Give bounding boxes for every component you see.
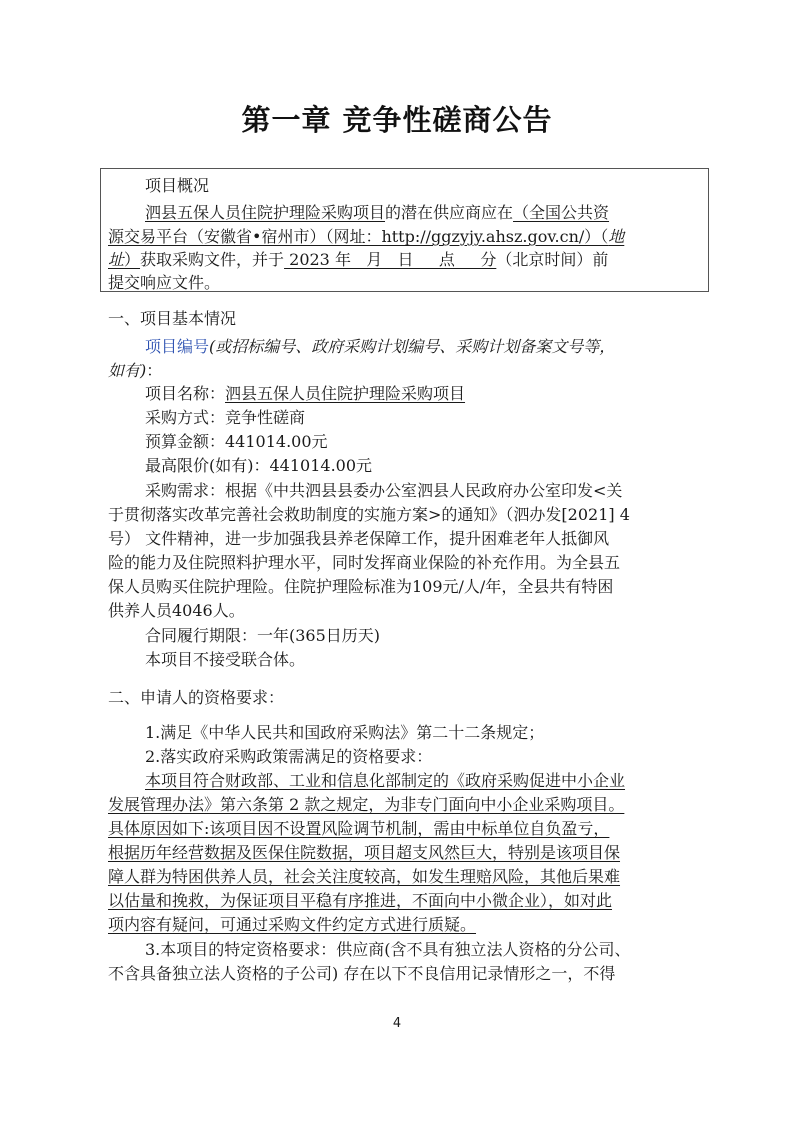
sme-policy-line-1: 本项目符合财政部、工业和信息化部制定的《政府采购促进中小企业	[145, 771, 626, 790]
page-number: 4	[392, 1016, 402, 1031]
overview-text: 的潜在供应商应在	[385, 203, 514, 222]
sme-policy-line-2: 发展管理办法》第六条第 2 款之规定，为非专门面向中小企业采购项目。	[108, 795, 625, 814]
project-name-line	[145, 384, 465, 404]
project-code-colon: ：	[146, 361, 163, 380]
chapter-title: 第一章 竞争性磋商公告	[241, 103, 553, 137]
sme-policy-line-5: 障人群为特困供养人员，社会关注度较高，如发生理赔风险，其他后果难	[108, 867, 621, 886]
qualification-item-3-cont: 不含具备独立法人资格的子公司) 存在以下不良信用记录情形之一，不得	[108, 964, 616, 983]
overview-line-3	[108, 250, 608, 270]
project-code-line-2	[108, 361, 162, 381]
contract-period: 合同履行期限：一年(365日历天)	[145, 626, 381, 645]
requirement-line-2: 于贯彻落实改革完善社会救助制度的实施方案>的通知》（泗办发[2021] 4	[108, 505, 630, 524]
overview-heading: 项目概况	[145, 176, 210, 195]
project-name-label: 项目名称：	[145, 384, 226, 403]
sme-policy-line-4: 根据历年经营数据及医保住院数据，项目超支风然巨大，特别是该项目保	[108, 843, 621, 862]
overview-beijing-time: （北京时间）前	[496, 250, 609, 269]
qualification-item-1: 1.满足《中华人民共和国政府采购法》第二十二条规定；	[145, 723, 545, 742]
project-code-line	[145, 337, 615, 357]
project-code-note-end: 如有)	[108, 361, 147, 380]
overview-line-4: 提交响应文件。	[108, 273, 221, 292]
requirement-line-1: 采购需求：根据《中共泗县县委办公室泗县人民政府办公室印发<关	[145, 481, 623, 500]
sme-policy-line-6: 以估量和挽救，为保证项目平稳有序推进，不面向中小微企业），如对此	[108, 891, 613, 910]
overview-deadline: 2023 年 月 日 点 分	[284, 250, 497, 269]
section2-heading: 二、申请人的资格要求：	[108, 688, 285, 707]
sme-policy-line-7: 项内容有疑问，可通过采购文件约定方式进行质疑。	[108, 915, 477, 934]
qualification-item-3: 3.本项目的特定资格要求：供应商(含不具有独立法人资格的分公司、	[145, 940, 631, 959]
overview-project-name: 泗县五保人员住院护理险采购项目	[145, 203, 386, 222]
project-name-value: 泗县五保人员住院护理险采购项目	[225, 384, 466, 403]
overview-paren: ）	[124, 250, 141, 269]
max-price: 最高限价(如有)：441014.00元	[145, 456, 373, 475]
procurement-method: 采购方式：竞争性磋商	[145, 408, 306, 427]
section1-heading: 一、项目基本情况	[108, 309, 237, 328]
budget-amount: 预算金额：441014.00元	[145, 432, 328, 451]
consortium-note: 本项目不接受联合体。	[145, 650, 306, 669]
requirement-line-5: 保人员购买住院护理险。住院护理险标准为109元/人/年，全县共有特困	[108, 577, 614, 596]
qualification-item-2: 2.落实政府采购政策需满足的资格要求：	[145, 747, 433, 766]
overview-platform-url: 源交易平台（安徽省•宿州市）（网址：http://ggzyjy.ahsz.gov.cn/）（	[108, 227, 609, 246]
requirement-line-3: 号） 文件精神，进一步加强我县养老保障工作，提升困难老年人抵御风	[108, 529, 610, 548]
overview-line-2	[108, 227, 624, 247]
overview-text-obtain: 获取采购文件，并于	[140, 250, 285, 269]
overview-platform: （全国公共资	[513, 203, 610, 222]
requirement-line-6: 供养人员4046人。	[108, 601, 245, 620]
overview-address-label: 地	[608, 227, 625, 246]
overview-address-label-end: 址	[108, 250, 125, 269]
project-code-note: (或招标编号、政府采购计划编号、采购计划备案文号等，	[209, 337, 616, 356]
project-code-label: 项目编号	[145, 337, 210, 356]
overview-line-1	[145, 203, 609, 223]
sme-policy-line-3: 具体原因如下:该项目因不设置风险调节机制，需由中标单位自负盈亏，	[108, 819, 610, 838]
requirement-line-4: 险的能力及住院照料护理水平，同时发挥商业保险的补充作用。为全县五	[108, 553, 621, 572]
